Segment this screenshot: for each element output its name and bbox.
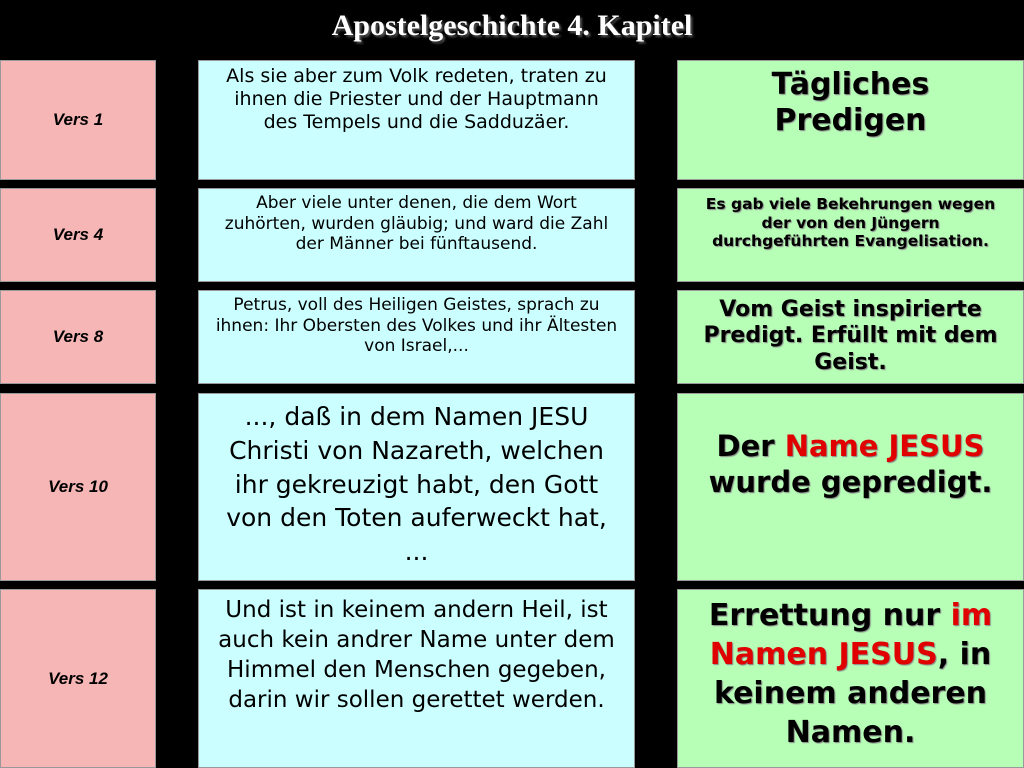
comment-4	[677, 188, 1024, 282]
comment-text	[678, 400, 1023, 501]
verse-text: Und ist in keinem andern Heil, ist auch kein andrer Name unter dem Himmel den Menschen gegeben, darin wir sollen gerettet werden.	[218, 597, 615, 713]
verse-text: ..., daß in dem Namen JESU Christi von Nazareth, welchen ihr gekreuzigt habt, den Gott von den Toten auferweckt hat, ...	[226, 402, 607, 566]
verse-text: Als sie aber zum Volk redeten, traten zu ihnen die Priester und der Hauptmann des Tempels und die Sadduzäer.	[226, 65, 607, 134]
verse-text-4	[198, 188, 635, 282]
comment-text	[678, 596, 1023, 752]
verse-text-10	[198, 393, 635, 581]
comment-8	[677, 290, 1024, 384]
vers-label-12: Vers 12	[0, 589, 156, 768]
highlight-im-namen-jesus: im Namen JESUS	[709, 598, 993, 672]
comment-1	[677, 60, 1024, 180]
vers-label-8: Vers 8	[0, 290, 156, 384]
vers-label-10: Vers 10	[0, 393, 156, 581]
comment-text: Vom Geist inspirierte Predigt. Erfüllt mit dem Geist.	[703, 297, 998, 375]
comment-text: Es gab viele Bekehrungen wegen der von den Jüngern durchgeführten Evangelisation.	[705, 195, 996, 251]
comment-text-part: wurde gepredigt.	[708, 465, 993, 500]
comment-text-part: Errettung nur	[708, 598, 951, 633]
comment-text: Tägliches Predigen	[771, 67, 930, 138]
vers-label-4: Vers 4	[0, 188, 156, 282]
page-title: Apostelgeschichte 4. Kapitel	[331, 9, 693, 42]
verse-text-1	[198, 60, 635, 180]
comment-text-part: , in keinem anderen Namen.	[713, 637, 992, 750]
comment-12	[677, 589, 1024, 768]
comment-text-part: Der	[716, 429, 785, 463]
verse-text-12	[198, 589, 635, 768]
verse-text: Petrus, voll des Heiligen Geistes, sprach zu ihnen: Ihr Obersten des Volkes und ihr Ältesten von Israel,...	[215, 295, 618, 357]
comment-10	[677, 393, 1024, 581]
verse-text-8	[198, 290, 635, 384]
vers-label-1: Vers 1	[0, 60, 156, 180]
verse-text: Aber viele unter denen, die dem Wort zuhörten, wurden gläubig; und ward die Zahl der Männer bei fünftausend.	[224, 193, 609, 255]
highlight-name-jesus: Name JESUS	[784, 429, 985, 463]
